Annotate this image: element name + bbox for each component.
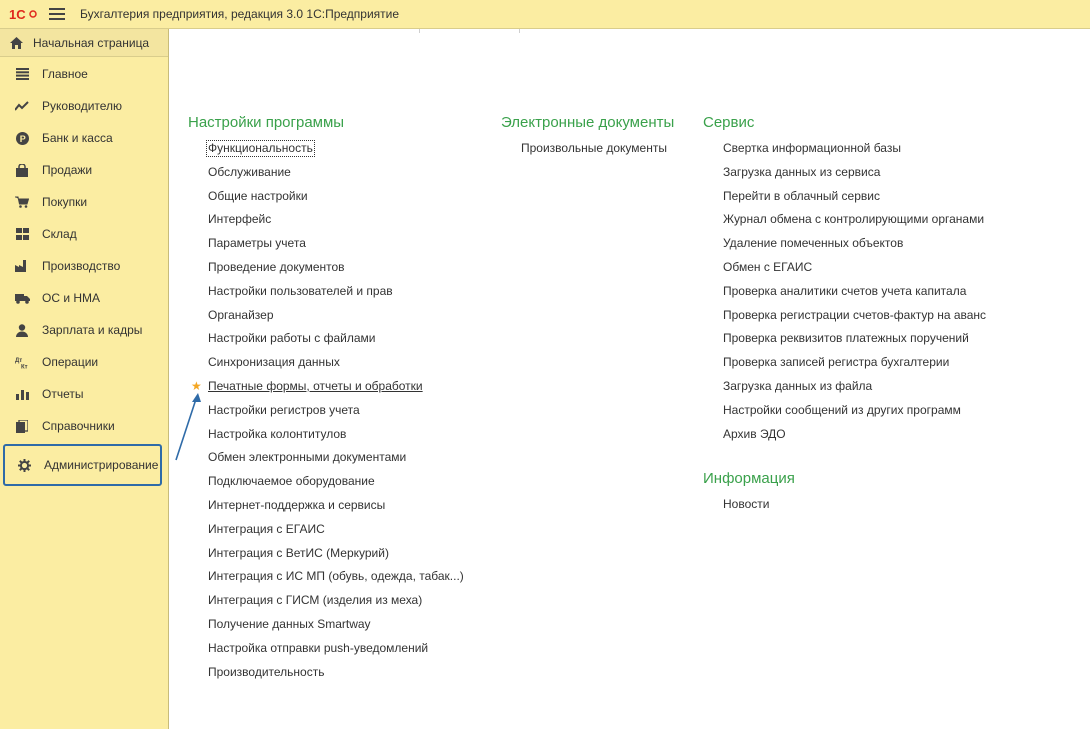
link-label: Настройка колонтитулов [208, 426, 347, 441]
settings-link[interactable] [188, 641, 465, 665]
settings-link[interactable] [188, 427, 465, 451]
section-settings [188, 114, 465, 688]
svg-text:1С: 1С [9, 7, 26, 21]
settings-link[interactable] [188, 665, 465, 689]
link-label: Подключаемое оборудование [208, 474, 375, 489]
link-label: Перейти в облачный сервис [723, 188, 880, 203]
link-label: Параметры учета [208, 236, 306, 251]
settings-link[interactable] [188, 403, 465, 427]
info-list [703, 497, 795, 521]
sidebar-item-2[interactable] [0, 122, 168, 154]
settings-link[interactable] [188, 450, 465, 474]
settings-link[interactable] [188, 331, 465, 355]
link-label: Функциональность [208, 141, 313, 155]
link-label: Проверка регистрации счетов-фактур на аванс [723, 307, 987, 322]
sidebar-item-9[interactable] [0, 346, 168, 378]
sidebar-item-label: Производство [42, 259, 121, 273]
link-label: Печатные формы, отчеты и обработки [208, 378, 423, 393]
service-link[interactable] [703, 427, 987, 451]
link-label: Настройки сообщений из других программ [723, 402, 961, 417]
bag-icon [14, 162, 30, 178]
service-list [703, 141, 987, 450]
settings-link[interactable] [188, 379, 465, 403]
section-title: Сервис [703, 114, 755, 131]
link-label: Настройки регистров учета [208, 402, 360, 417]
edocs-link[interactable] [501, 141, 674, 165]
sidebar-item-label: ОС и НМА [42, 291, 101, 305]
link-label: Интеграция с ВетИС (Меркурий) [208, 545, 389, 560]
sidebar-item-label: Отчеты [42, 387, 84, 401]
link-label: Проверка записей регистра бухгалтерии [723, 355, 950, 370]
sidebar-item-label: Зарплата и кадры [42, 323, 143, 337]
settings-link[interactable] [188, 617, 465, 641]
person-icon [14, 322, 30, 338]
truck-icon [14, 290, 30, 306]
section-info [703, 470, 795, 521]
settings-link[interactable] [188, 593, 465, 617]
section-title: Настройки программы [188, 114, 345, 131]
link-label: Проведение документов [208, 259, 345, 274]
link-label: Обмен с ЕГАИС [723, 259, 813, 274]
link-label: Свертка информационной базы [723, 141, 901, 155]
svg-text:P: P [19, 133, 26, 144]
sidebar-item-label: Администрирование [44, 458, 159, 472]
service-link[interactable] [703, 379, 987, 403]
service-link[interactable] [703, 284, 987, 308]
edocs-list [501, 141, 674, 165]
service-link[interactable] [703, 165, 987, 189]
section-service [703, 114, 987, 450]
settings-link[interactable] [188, 355, 465, 379]
svg-text:Кт: Кт [21, 364, 28, 369]
sidebar-item-label: Продажи [42, 163, 93, 177]
link-label: Интеграция с ЕГАИС [208, 521, 325, 536]
sidebar-item-label: Банк и касса [42, 131, 113, 145]
link-label: Производительность [208, 664, 325, 679]
settings-link[interactable] [188, 498, 465, 522]
cart-icon [14, 194, 30, 210]
sidebar-sections [0, 57, 168, 486]
link-label: Загрузка данных из файла [723, 378, 873, 393]
svg-text:Дт: Дт [15, 357, 23, 364]
service-link[interactable] [703, 189, 987, 213]
service-link[interactable] [703, 212, 987, 236]
1c-logo-icon[interactable] [9, 6, 39, 22]
link-label: Журнал обмена с контролирующими органами [723, 212, 985, 227]
settings-link[interactable] [188, 165, 465, 189]
chart-icon [14, 386, 30, 402]
link-label: Настройка отправки push-уведомлений [208, 640, 429, 655]
link-label: Архив ЭДО [723, 426, 786, 441]
sidebar-item-label: Покупки [42, 195, 88, 209]
factory-icon [14, 258, 30, 274]
sidebar-item-6[interactable] [0, 250, 168, 282]
link-label: Получение данных Smartway [208, 616, 371, 631]
sidebar-item-11[interactable] [0, 410, 168, 442]
settings-link[interactable] [188, 546, 465, 570]
sidebar-item-4[interactable] [0, 186, 168, 218]
coin-icon [14, 130, 30, 146]
sidebar-item-label: Справочники [42, 419, 115, 433]
dtkt-icon [14, 354, 30, 370]
link-label: Общие настройки [208, 188, 308, 203]
service-link[interactable] [703, 141, 987, 165]
sidebar-item-5[interactable] [0, 218, 168, 250]
trend-icon [14, 98, 30, 114]
settings-link[interactable] [188, 522, 465, 546]
hamburger-menu-icon[interactable] [49, 7, 65, 21]
settings-link[interactable] [188, 284, 465, 308]
link-label: Проверка аналитики счетов учета капитала [723, 283, 967, 298]
link-label: Синхронизация данных [208, 355, 340, 370]
app-title: Бухгалтерия предприятия, редакция 3.0 1С:Предприятие [80, 7, 400, 21]
settings-link[interactable] [188, 189, 465, 213]
sidebar-item-10[interactable] [0, 378, 168, 410]
service-link[interactable] [703, 236, 987, 260]
settings-link[interactable] [188, 141, 465, 165]
settings-link[interactable] [188, 474, 465, 498]
link-label: Проверка реквизитов платежных поручений [723, 331, 969, 346]
link-label: Новости [723, 497, 770, 511]
link-label: Настройки работы с файлами [208, 331, 376, 346]
favorite-star-icon[interactable]: ★ [191, 378, 202, 393]
link-label: Интерфейс [208, 212, 272, 227]
tab-strip [170, 29, 1090, 33]
grid-icon [14, 226, 30, 242]
sidebar-item-7[interactable] [0, 282, 168, 314]
sidebar-item-8[interactable] [0, 314, 168, 346]
book-icon [14, 418, 30, 434]
info-link[interactable] [703, 497, 795, 521]
link-label: Произвольные документы [521, 141, 667, 155]
sidebar-item-label: Главное [42, 67, 88, 81]
service-link[interactable] [703, 355, 987, 379]
settings-link[interactable] [188, 212, 465, 236]
annotation-arrow-icon [170, 390, 210, 465]
gear-icon [16, 457, 32, 473]
sidebar-item-12[interactable] [3, 444, 162, 486]
title-bar [0, 0, 1090, 29]
list-icon [14, 66, 30, 82]
link-label: Интеграция с ИС МП (обувь, одежда, табак...) [208, 569, 464, 584]
link-label: Обмен электронными документами [208, 450, 407, 465]
link-label: Органайзер [208, 307, 274, 322]
sidebar-item-3[interactable] [0, 154, 168, 186]
service-link[interactable] [703, 331, 987, 355]
settings-link[interactable] [188, 569, 465, 593]
settings-link[interactable] [188, 236, 465, 260]
service-link[interactable] [703, 308, 987, 332]
sidebar-item-label: Операции [42, 355, 99, 369]
link-label: Интернет-поддержка и сервисы [208, 497, 386, 512]
link-label: Обслуживание [208, 164, 291, 179]
section-edocs [501, 114, 674, 165]
sidebar-item-1[interactable] [0, 90, 168, 122]
link-label: Удаление помеченных объектов [723, 236, 904, 251]
settings-link[interactable] [188, 308, 465, 332]
service-link[interactable] [703, 403, 987, 427]
sidebar-item-0[interactable] [0, 58, 168, 90]
settings-list [188, 141, 465, 688]
section-title: Информация [703, 470, 795, 487]
sidebar [0, 29, 169, 729]
link-label: Загрузка данных из сервиса [723, 164, 881, 179]
sidebar-item-label: Начальная страница [33, 35, 150, 50]
link-label: Настройки пользователей и прав [208, 283, 393, 298]
link-label: Интеграция с ГИСМ (изделия из меха) [208, 593, 423, 608]
section-title: Электронные документы [501, 114, 675, 131]
sidebar-item-label: Руководителю [42, 99, 123, 113]
service-link[interactable] [703, 260, 987, 284]
sidebar-item-label: Склад [42, 227, 77, 241]
home-icon [9, 36, 23, 50]
settings-link[interactable] [188, 260, 465, 284]
sidebar-item-home[interactable] [0, 29, 168, 57]
